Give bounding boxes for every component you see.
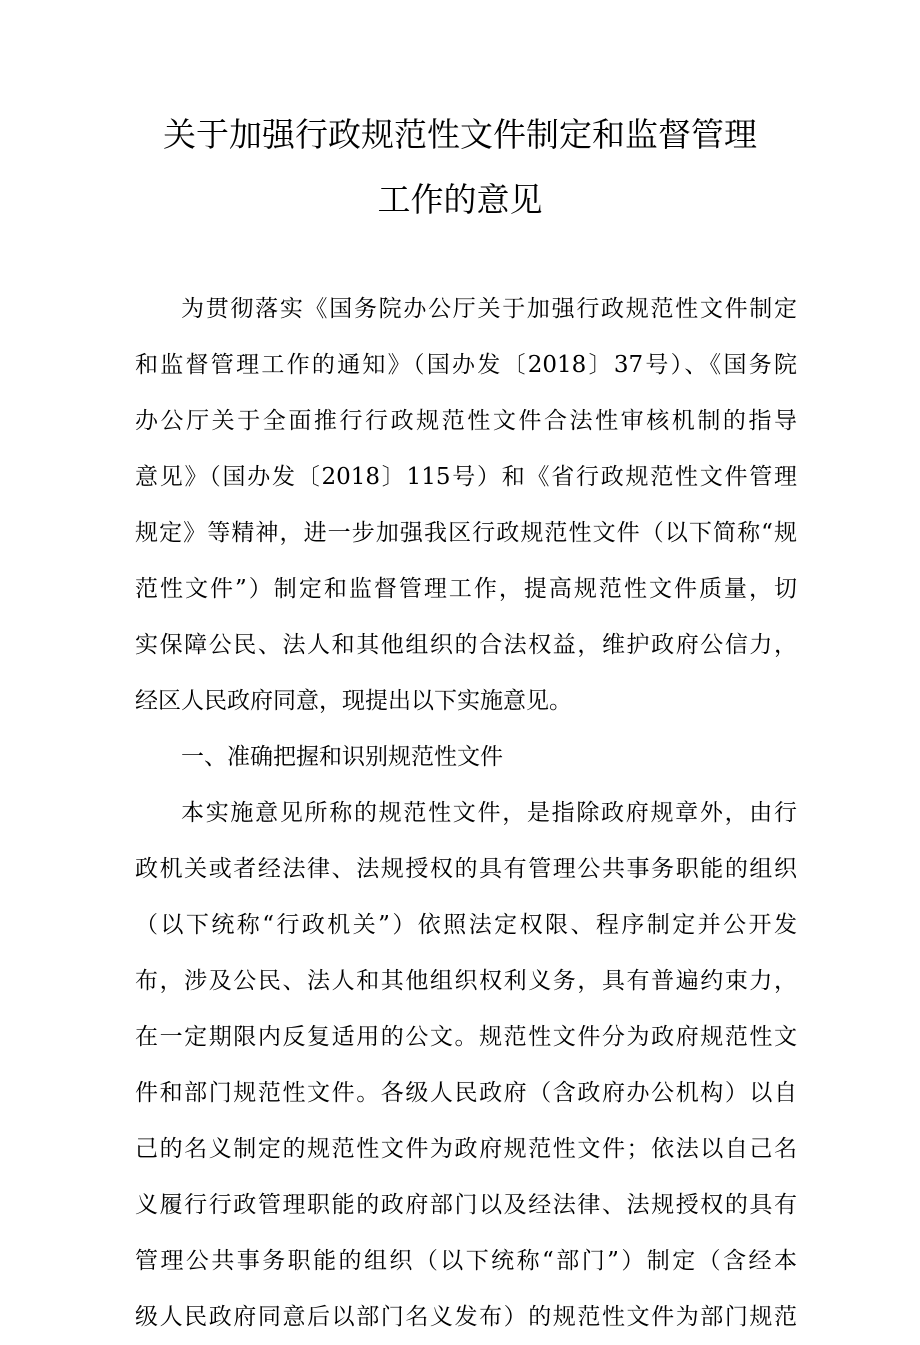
document-title-line-1: 关于加强行政规范性文件制定和监督管理: [163, 115, 757, 154]
paragraph-2-line: 级人民政府同意后以部门名义发布）的规范性文件为部门规范: [135, 1304, 797, 1330]
paragraph-2-line: （以下统称“行政机关”）依照法定权限、程序制定并公开发: [135, 912, 797, 938]
paragraph-2-line: 政机关或者经法律、法规授权的具有管理公共事务职能的组织: [135, 856, 797, 882]
paragraph-1-line: 范性文件”）制定和监督管理工作，提高规范性文件质量，切: [135, 576, 797, 602]
paragraph-2-line: 本实施意见所称的规范性文件，是指除政府规章外，由行: [181, 800, 797, 826]
document-title-line-2: 工作的意见: [377, 180, 543, 219]
paragraph-1-line: 办公厅关于全面推行行政规范性文件合法性审核机制的指导: [135, 408, 797, 434]
paragraph-1-line: 意见》（国办发〔2018〕115号）和《省行政规范性文件管理: [135, 464, 797, 490]
paragraph-1-line: 经区人民政府同意，现提出以下实施意见。: [135, 688, 572, 714]
paragraph-2-line: 管理公共事务职能的组织（以下统称“部门”）制定（含经本: [135, 1248, 797, 1274]
paragraph-1-line: 实保障公民、法人和其他组织的合法权益，维护政府公信力，: [135, 632, 797, 658]
document-body: [135, 281, 797, 1345]
section-1-heading: 一、准确把握和识别规范性文件: [181, 744, 503, 770]
paragraph-2-line: 布，涉及公民、法人和其他组织权利义务，具有普遍约束力，: [135, 968, 797, 994]
paragraph-1-line: 为贯彻落实《国务院办公厅关于加强行政规范性文件制定: [181, 296, 797, 322]
paragraph-1-line: 和监督管理工作的通知》（国办发〔2018〕37号）、《国务院: [135, 352, 797, 378]
paragraph-2-line: 义履行行政管理职能的政府部门以及经法律、法规授权的具有: [135, 1192, 797, 1218]
paragraph-2-line: 在一定期限内反复适用的公文。规范性文件分为政府规范性文: [135, 1024, 797, 1050]
paragraph-2-line: 己的名义制定的规范性文件为政府规范性文件；依法以自己名: [135, 1136, 797, 1162]
paragraph-2-line: 件和部门规范性文件。各级人民政府（含政府办公机构）以自: [135, 1080, 797, 1106]
paragraph-1-line: 规定》等精神，进一步加强我区行政规范性文件（以下简称“规: [135, 520, 797, 546]
